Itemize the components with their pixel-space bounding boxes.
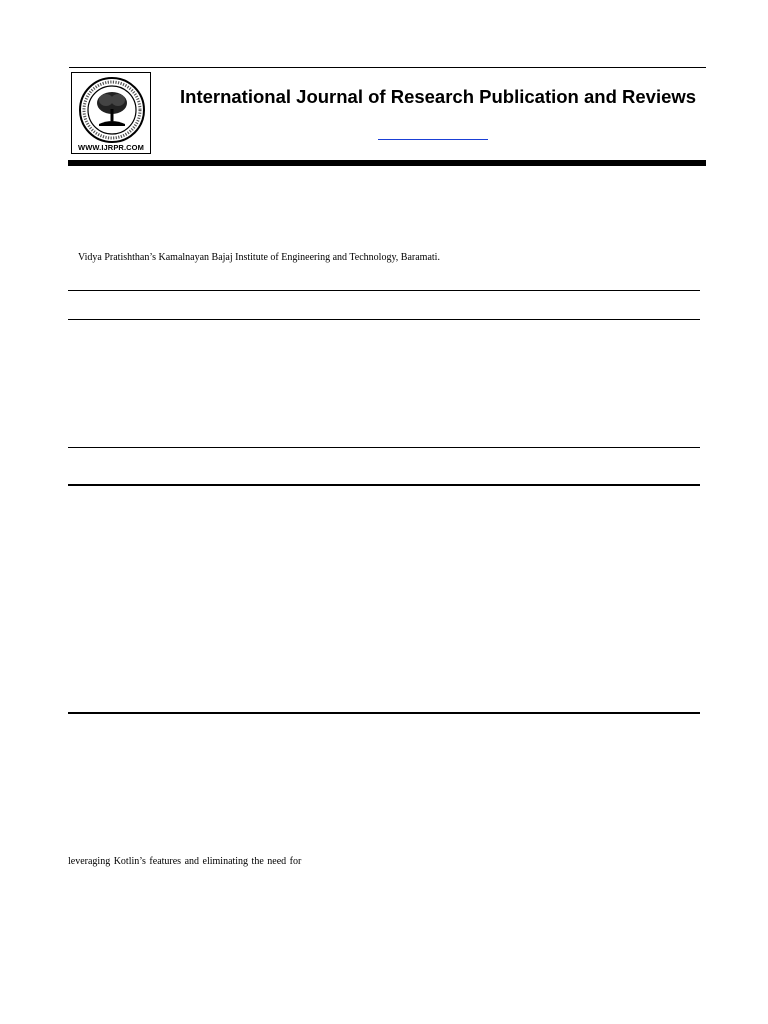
author-affiliation: Vidya Pratishthan’s Kamalnayan Bajaj Institute of Engineering and Technology, Baramati.	[78, 252, 440, 263]
header-bottom-thick-rule	[68, 160, 706, 166]
divider-rule	[68, 484, 700, 486]
journal-seal-icon	[77, 76, 147, 144]
divider-rule	[68, 712, 700, 714]
journal-title: International Journal of Research Publication and Reviews	[180, 86, 697, 107]
logo-url-text: WWW.IJRPR.COM	[78, 143, 144, 152]
body-text-fragment: leveraging Kotlin’s features and eliminating the need for	[68, 856, 302, 867]
divider-rule	[68, 447, 700, 448]
journal-link-underline[interactable]	[378, 139, 488, 140]
journal-header	[69, 68, 706, 160]
divider-rule	[68, 290, 700, 291]
journal-logo	[71, 72, 151, 154]
divider-rule	[68, 319, 700, 320]
